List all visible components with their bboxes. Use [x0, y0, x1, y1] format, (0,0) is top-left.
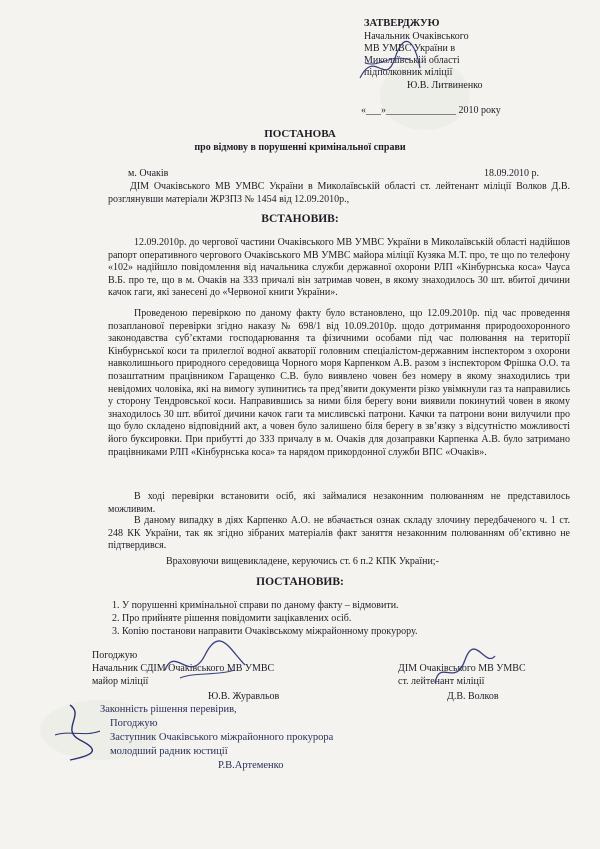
agreed-line: майор міліції: [92, 676, 149, 687]
prosecutor-name: Р.В.Артеменко: [218, 760, 284, 771]
approval-line: підполковник міліції: [364, 67, 453, 78]
approval-date-line: «___»______________ 2010 року: [361, 105, 501, 116]
agreed-signature-icon: [160, 640, 250, 688]
document-date: 18.09.2010 р.: [484, 168, 539, 179]
resolution-item: 1. У порушенні кримінальної справи по даному факту – відмовити.: [112, 600, 399, 611]
established-heading: ВСТАНОВИВ:: [261, 213, 339, 225]
prosecutor-line: Законність рішення перевірив,: [100, 704, 237, 715]
resolution-item: 2. Про прийняте рішення повідомити зацікавлених осіб.: [112, 613, 352, 624]
prosecutor-line: Заступник Очаківського міжрайонного прокурора: [110, 732, 334, 743]
intro-text: ДІМ Очаківського МВ УМВС України в Миколаївській області ст. лейтенант міліції Волков Д.В. розглянувши матеріали ЖРЗПЗ № 1454 від 12.09.2010р.,: [108, 181, 570, 205]
paragraph-3: В ході перевірки встановити осіб, які займалися незаконним полюванням не представилось можливим.: [108, 491, 570, 515]
approval-line: Миколаївській області: [364, 55, 460, 66]
prosecutor-line: Погоджую: [110, 718, 158, 729]
agreed-name: Ю.В. Журавльов: [208, 691, 280, 702]
approval-heading: ЗАТВЕРДЖУЮ: [364, 18, 440, 29]
approval-line: Начальник Очаківського: [364, 31, 469, 42]
paragraph-4: В даному випадку в діях Карпенко А.О. не вбачається ознак складу злочину передбаченого ч. 1 ст. 248 КК України, так як згідно зібраних матеріалів факт заняття незаконним полюванням об’єктивно не підтвердився.: [108, 515, 570, 552]
approval-name: Ю.В. Литвиненко: [407, 80, 483, 91]
document-subtitle: про відмову в порушенні кримінальної справи: [194, 142, 406, 153]
author-signature-icon: [430, 648, 500, 692]
resolution-item: 3. Копію постанови направити Очаківському міжрайонному прокурору.: [112, 626, 418, 637]
agreed-label: Погоджую: [92, 650, 138, 661]
place: м. Очаків: [128, 168, 169, 179]
resolved-heading: ПОСТАНОВИВ:: [256, 576, 344, 588]
approval-signature-icon: [355, 38, 425, 90]
author-name: Д.В. Волков: [447, 691, 499, 702]
agreed-line: Начальник СДІМ Очаківського МВ УМВС: [92, 663, 275, 674]
prosecutor-signature-icon: [40, 695, 110, 765]
prosecutor-line: молодший радник юстиції: [110, 746, 228, 757]
author-line: ст. лейтенант міліції: [398, 676, 485, 687]
document-title: ПОСТАНОВА: [264, 128, 336, 140]
approval-line: МВ УМВС України в: [364, 43, 456, 54]
paragraph-1: 12.09.2010р. до чергової частини Очаківського МВ УМВС України в Миколаївській області надійшов рапорт оперативного чергового Очаківського МВ УМВС майора міліції Кузяка М.Т. про, те що по телефону «102» надійшло повідомлення від начальника служби державної охорони РЛП «Кінбурнська коса» Чауса В.Б. про те, що в м. Очаків на 333 причалі він затримав човен, в якому знаходилось 30 шт. вбитої дичини качок гаги, які занесені до «Червоної книги України».: [108, 237, 570, 299]
paragraph-2: Проведеною перевіркою по даному факту було встановлено, що 12.09.2010р. під час проведення позапланової перевірки згідно наказу № 698/1 від 10.09.2010р. щодо дотримання природоохоронного законодавства суб’єктами господарювання та фізичними особами під час полювання на території Кінбурнської коси та прилеглої водної акваторії головним спеціалістом-державним інспектором з охорони навколишнього природного середовища Чорного моря Карпенком А.В. разом з інспектором Фрішка О.О. та позаштатним працівником Гаращенко С.В. було виявлено човен без номеру в якому знаходились три невідомих чоловіка, які на вимогу зупинитись та пред’явити документи різко увімкнули газ та направились у сторону Тендровської коси. Направившись за ними біля берегу вони виявили покинутий човен в якому знаходилось 30 шт. вбитої дичини качок гаги та мисливські патрони. Качки та патрони вони вилучили про що було складено відповідний акт, а човен було залишено біля берегу в зв’язку з відсутністю можливості його буксировки. При прибутті до 333 причалу в м. Очаків для дозаправки Карпенка А.В. було затримано працівниками РЛП «Кінбурнська коса» та нарядом прикордонної служби ВПС «Очаків».: [108, 308, 570, 458]
guided-text: Враховуючи вищевикладене, керуючись ст. 6 п.2 КПК України;-: [166, 556, 439, 567]
author-line: ДІМ Очаківського МВ УМВС: [398, 663, 526, 674]
